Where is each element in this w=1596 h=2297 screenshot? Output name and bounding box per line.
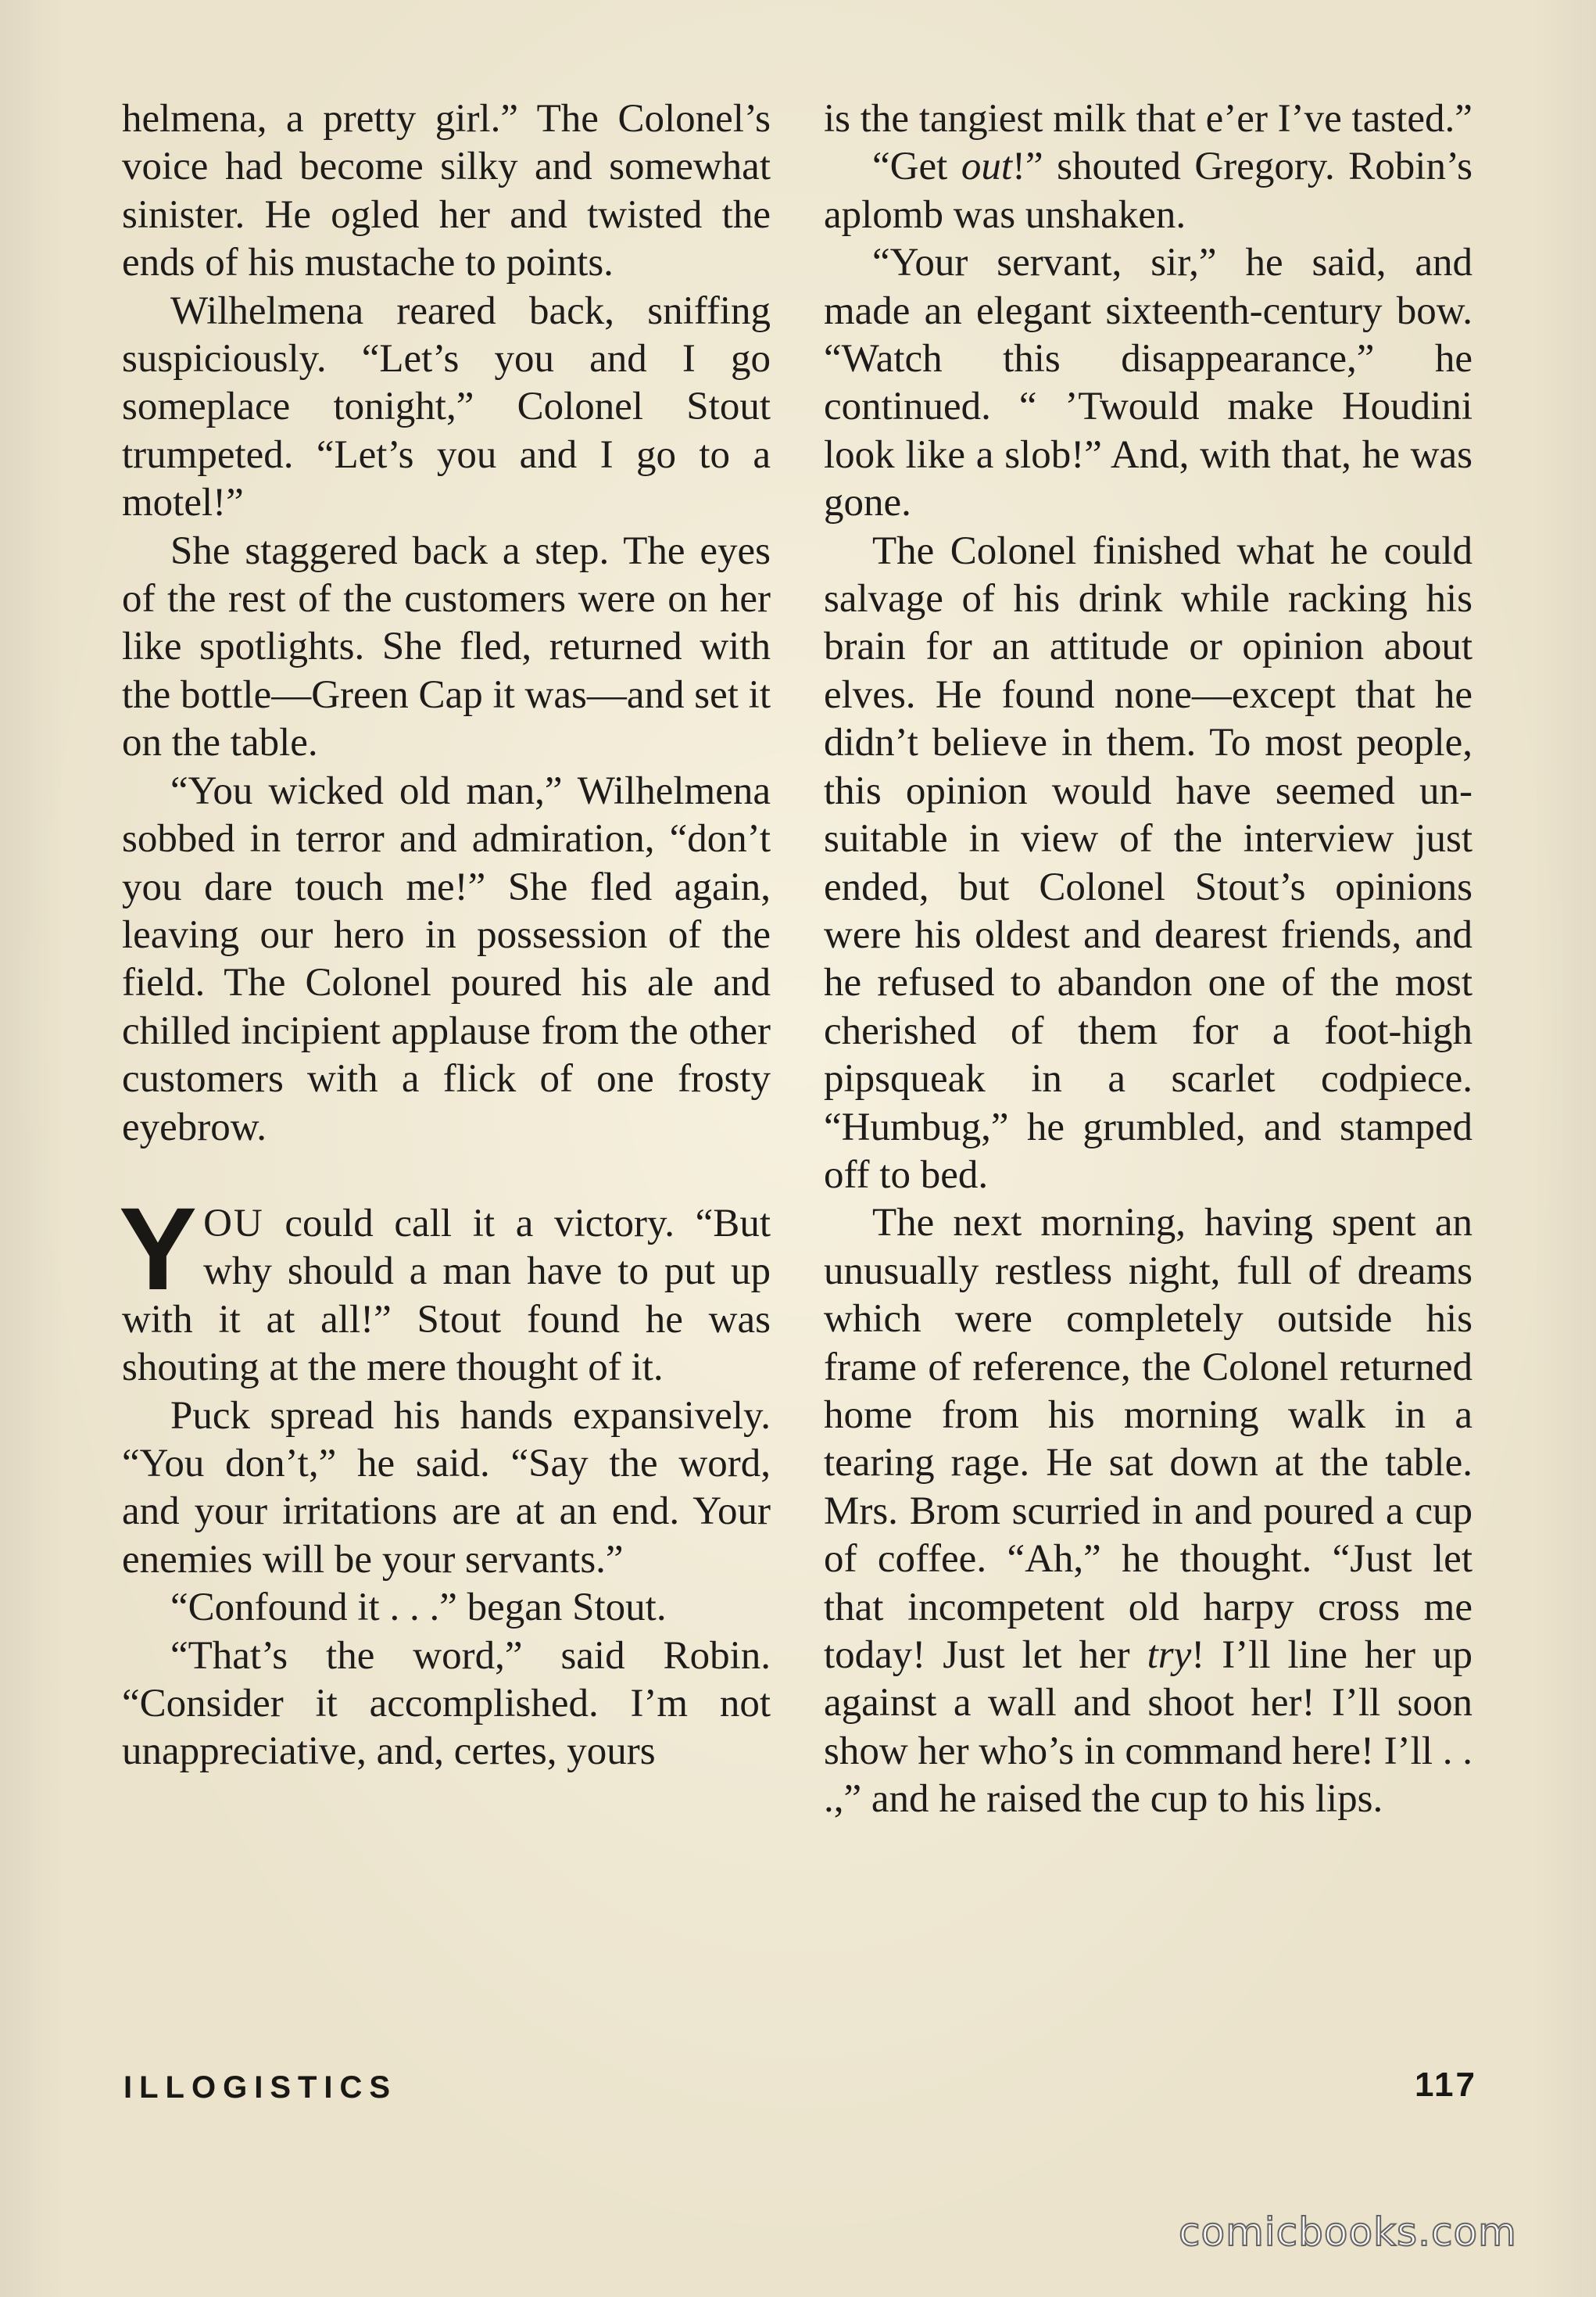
running-footer-title: ILLOGISTICS bbox=[123, 2070, 398, 2105]
paragraph bbox=[824, 143, 1473, 239]
paragraph-text: “Get bbox=[872, 145, 961, 189]
paragraph: “You wicked old man,” Wilhelmena sobbed in terror and admiration, “don’t you dare touch me!” She fled again, leaving our hero in possession of the field. The Colonel poured his ale and chilled incipient applause from the other customers with a flick of one frosty eyebrow. bbox=[122, 769, 771, 1149]
paragraph bbox=[824, 1199, 1473, 1823]
drop-cap: Y bbox=[119, 1182, 198, 1314]
page-number: 117 bbox=[1415, 2066, 1477, 2104]
paragraph: The Colonel finished what he could salvage of his drink while racking his brain for an attitude or opinion about elves. He found none—except that he didn’t believe in them. To most people, this opinion would have seemed unsuitable in view of the interview just ended, but Colonel Stout’s opinions were his oldest and dearest friends, and he refused to abandon one of the most cherished of them for a foot-high pipsqueak in a scarlet codpiece. “Humbug,” he grumbled, and stamped off to bed. bbox=[824, 529, 1473, 1197]
paragraph-text: The next morning, having spent an unusually restless night, full of dreams which were completely outside his frame of reference, the Colonel returned home from his morning walk in a tearing rage. He sat down at the table. Mrs. Brom scurried in and poured a cup of coffee. “Ah,” he thought. “Just let that incompetent old harpy cross me today! Just let her bbox=[824, 1201, 1473, 1677]
paragraph: is the tangiest milk that e’er I’ve tasted.” bbox=[824, 97, 1473, 141]
right-text-column bbox=[824, 95, 1473, 1824]
small-caps-lead: OU bbox=[203, 1201, 264, 1245]
paragraph: She staggered back a step. The eyes of the rest of the customers were on her like spotlights. She fled, returned with the bottle—Green Cap it was—and set it on the table. bbox=[122, 529, 771, 765]
emphasized-text: out bbox=[961, 145, 1012, 189]
paragraph: “That’s the word,” said Robin. “Consider it accomplished. I’m not unappreciative, and, certes, yours bbox=[122, 1633, 771, 1774]
emphasized-text: try bbox=[1147, 1633, 1192, 1677]
paragraph: helmena, a pretty girl.” The Colonel’s voice had become silky and somewhat sinister. He ogled her and twisted the ends of his mustache to points. bbox=[122, 97, 771, 285]
section-break bbox=[122, 1152, 771, 1200]
left-text-column bbox=[119, 95, 771, 1776]
paragraph: “Confound it . . .” began Stout. bbox=[170, 1586, 667, 1630]
watermark-logo: comicbooks.com bbox=[1179, 2209, 1517, 2255]
paragraph-text: !” shouted Gregory. Robin’s aplomb was unshaken. bbox=[824, 145, 1473, 237]
section-opening-paragraph bbox=[119, 1182, 771, 1392]
paragraph: Puck spread his hands expansively. “You don’t,” he said. “Say the word, and your irritations are at an end. Your enemies will be your servants.” bbox=[122, 1393, 771, 1582]
paragraph-text: ! I’ll line her up against a wall and shoot her! I’ll soon show her who’s in command here! I’ll . . .,” and he raised the cup to his lips. bbox=[824, 1633, 1473, 1822]
paragraph: “Your servant, sir,” he said, and made an elegant sixteenth-century bow. “Watch this disappearance,” he continued. “ ’Twould make Houdini look like a slob!” And, with that, he was gone. bbox=[824, 241, 1473, 525]
paragraph: Wilhelmena reared back, sniffing suspiciously. “Let’s you and I go someplace tonight,” Colonel Stout trumpeted. “Let’s you and I go to a motel!” bbox=[122, 288, 771, 525]
paragraph-text: could call it a victory. “But why should a man have to put up with it at all!” Stout found he was shouting at the mere thought of it. bbox=[122, 1201, 771, 1390]
